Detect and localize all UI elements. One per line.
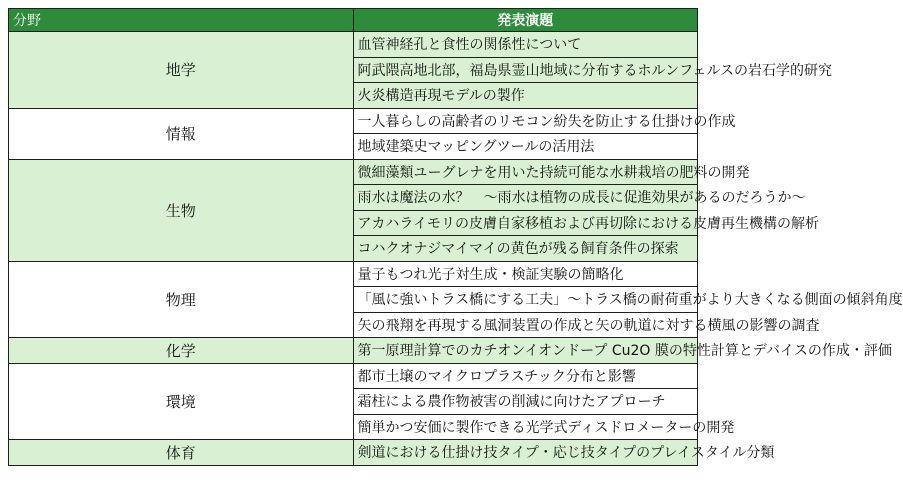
topic-cell: 阿武隈高地北部，福島県霊山地域に分布するホルンフェルスの岩石学的研究 <box>353 57 698 83</box>
topic-cell: 矢の飛翔を再現する風洞装置の作成と矢の軌道に対する横風の影響の調査 <box>353 312 698 338</box>
table-row <box>9 32 698 58</box>
topic-cell: 血管神経孔と食性の関係性について <box>353 32 698 58</box>
topic-cell: 「風に強いトラス橋にする工夫」～トラス橋の耐荷重がより大きくなる側面の傾斜角度 <box>353 287 698 313</box>
topic-cell: 微細藻類ユーグレナを用いた持続可能な水耕栽培の肥料の開発 <box>353 159 698 185</box>
topic-cell: 簡単かつ安価に製作できる光学式ディスドロメーターの開発 <box>353 414 698 440</box>
topic-cell: 地域建築史マッピングツールの活用法 <box>353 134 698 160</box>
field-cell: 化学 <box>9 338 354 364</box>
header-field: 分野 <box>9 9 354 32</box>
header-title: 発表演題 <box>353 9 698 32</box>
header-row <box>9 9 698 32</box>
field-cell: 情報 <box>9 108 354 159</box>
field-cell: 環境 <box>9 363 354 440</box>
table-row <box>9 440 698 466</box>
topic-cell: 第一原理計算でのカチオンイオンドープ Cu2O 膜の特性計算とデバイスの作成・評価 <box>353 338 698 364</box>
presentation-topics-table <box>8 8 903 466</box>
table-row <box>9 108 698 134</box>
topic-cell: 一人暮らしの高齢者のリモコン紛失を防止する仕掛けの作成 <box>353 108 698 134</box>
table-row <box>9 159 698 185</box>
field-cell: 生物 <box>9 159 354 261</box>
table-body <box>9 32 903 466</box>
topic-cell: 霜柱による農作物被害の削減に向けたアプローチ <box>353 389 698 415</box>
field-cell: 物理 <box>9 261 354 338</box>
table-row <box>9 363 698 389</box>
topic-cell: 雨水は魔法の水？ ～雨水は植物の成長に促進効果があるのだろうか～ <box>353 185 698 211</box>
topic-cell: コハクオナジマイマイの黄色が残る飼育条件の探索 <box>353 236 698 262</box>
topic-cell: 量子もつれ光子対生成・検証実験の簡略化 <box>353 261 698 287</box>
table-row <box>9 338 698 364</box>
field-cell: 体育 <box>9 440 354 466</box>
topic-cell: 火炎構造再現モデルの製作 <box>353 83 698 109</box>
topic-cell: 都市土壌のマイクロプラスチック分布と影響 <box>353 363 698 389</box>
topic-cell: 剣道における仕掛け技タイプ・応じ技タイプのプレイスタイル分類 <box>353 440 698 466</box>
topic-cell: アカハライモリの皮膚自家移植および再切除における皮膚再生機構の解析 <box>353 210 698 236</box>
table-row <box>9 261 698 287</box>
field-cell: 地学 <box>9 32 354 109</box>
